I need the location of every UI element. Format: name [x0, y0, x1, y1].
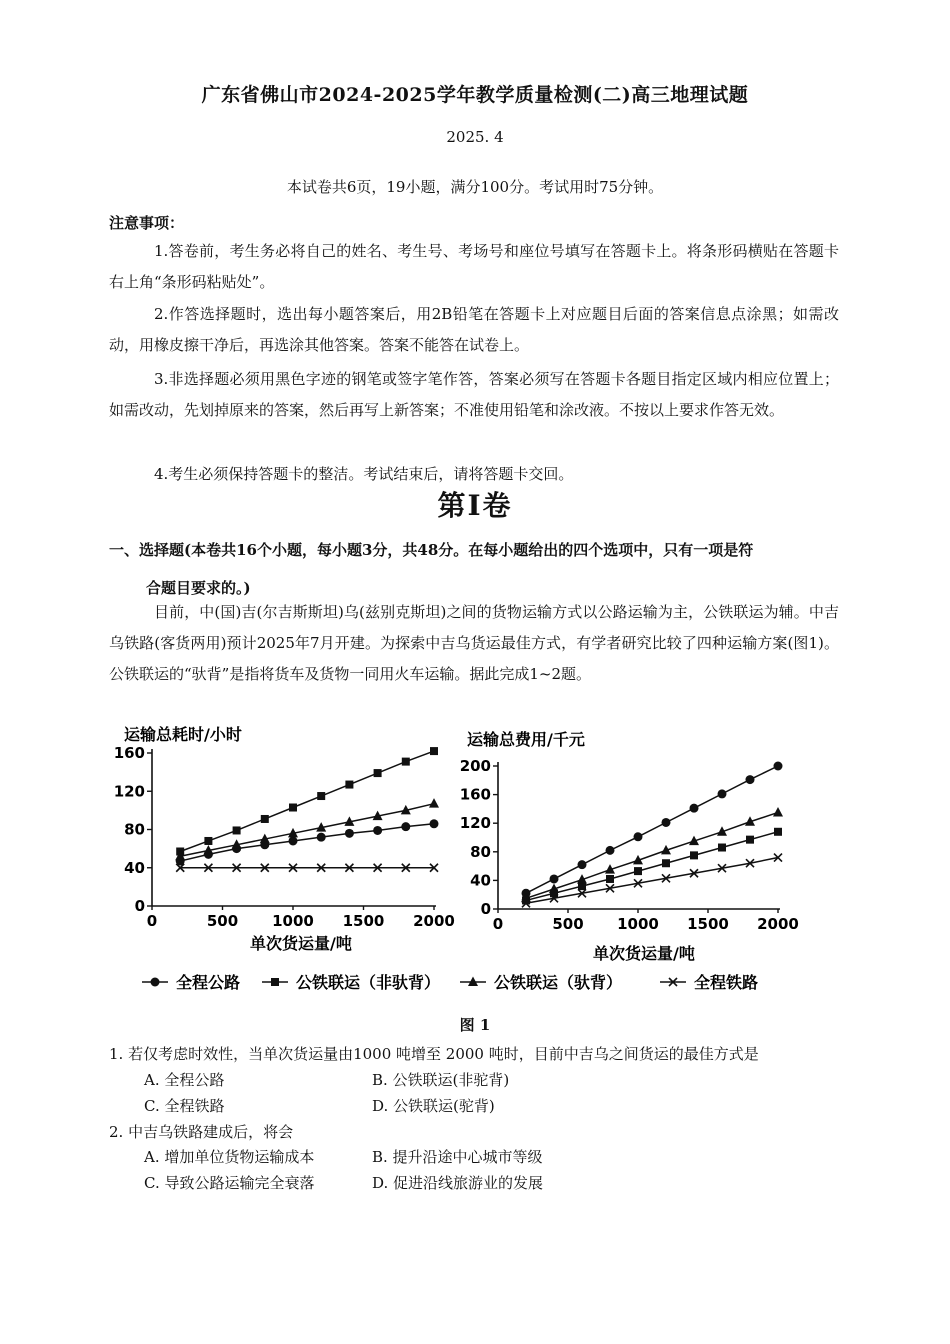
legend-label-piggyback: 公铁联运（驮背）: [494, 973, 623, 992]
figure-1-charts: [110, 720, 810, 1010]
notice-item-2: 2.作答选择题时，选出每小题答案后，用2B铅笔在答题卡上对应题目后面的答案信息点涂黑；如需改动，用橡皮擦干净后，再选涂其他答案。答案不能答在试卷上。: [109, 305, 839, 354]
chart-cost-xlabel: 单次货运量/吨: [593, 944, 695, 963]
chart-cost-series-non-piggyback-point: [606, 875, 614, 883]
chart-cost-x-tick-label: 500: [552, 915, 584, 933]
chart-cost-x-tick-label: 0: [492, 915, 504, 933]
chart-time-x-tick-label: 500: [206, 912, 239, 930]
legend-label-road: 全程公路: [176, 973, 241, 992]
chart-time-x-tick-label: 2000: [413, 912, 455, 930]
chart-cost-y-tick-label: 0: [480, 900, 491, 918]
chart-time-series-non-piggyback-point: [374, 769, 382, 777]
chart-cost-title: 运输总费用/千元: [467, 730, 585, 749]
legend-marker-non-piggyback: [271, 978, 279, 986]
legend-label-rail: 全程铁路: [694, 973, 759, 992]
chart-time-series-non-piggyback-point: [430, 747, 438, 755]
chart-time-series-non-piggyback-point: [261, 815, 269, 823]
chart-cost-series-non-piggyback-point: [662, 859, 670, 867]
section-heading-line1: 一、选择题(本卷共16个小题，每小题3分，共48分。在每小题给出的四个选项中，只有一项是符: [109, 541, 754, 559]
chart-cost-series-piggyback-line: [526, 812, 778, 898]
chart-cost-series-road-point: [606, 846, 615, 855]
passage-text: 目前，中(国)吉(尔吉斯斯坦)乌(兹别克斯坦)之间的货物运输方式以公路运输为主，公铁联运为辅。中吉乌铁路(客货两用)预计2025年7月开建。为探索中吉乌货运最佳方式，有学者研究比较了四种运输方案(图1)。公铁联运的“驮背”是指将货车及货物一同用火车运输。据此完成1~2题。: [109, 603, 839, 683]
chart-cost-series-road-point: [634, 832, 643, 841]
chart-cost-y-tick-label: 80: [470, 842, 491, 861]
chart-cost-series-road-point: [774, 762, 783, 771]
chart-time-y-tick-label: 0: [134, 897, 145, 915]
section-heading: [109, 531, 844, 607]
chart-cost-x-tick-label: 1500: [687, 915, 729, 933]
chart-time-y-tick-label: 120: [113, 782, 145, 801]
notice-item-1: 1.答卷前，考生务必将自己的姓名、考生号、考场号和座位号填写在答题卡上。将条形码横贴在答题卡右上角“条形码粘贴处”。: [109, 242, 839, 291]
chart-cost-series-non-piggyback-point: [690, 851, 698, 859]
notice-item-3: 3.非选择题必须用黑色字迹的钢笔或签字笔作答，答案必须写在答题卡各题目指定区域内相应位置上；如需改动，先划掉原来的答案，然后再写上新答案；不准使用铅笔和涂改液。不按以上要求作答无效。: [109, 370, 839, 419]
chart-time-y-tick-label: 160: [113, 744, 145, 762]
chart-time-series-non-piggyback-point: [204, 837, 212, 845]
chart-cost-series-road-point: [578, 860, 587, 869]
chart-time-series-non-piggyback-point: [345, 781, 353, 789]
chart-cost-series-non-piggyback-point: [634, 867, 642, 875]
exam-date: 2025. 4: [446, 128, 504, 146]
chart-time-series-road-point: [345, 829, 354, 838]
chart-cost-series-road-point: [662, 818, 671, 827]
chart-cost-y-tick-label: 40: [470, 871, 491, 890]
question-2-option-d[interactable]: D. 促进沿线旅游业的发展: [372, 1174, 544, 1192]
chart-time-series-non-piggyback-point: [233, 826, 241, 834]
chart-cost-y-tick-label: 160: [459, 785, 491, 804]
question-1-option-b[interactable]: B. 公铁联运(非驼背): [372, 1071, 510, 1089]
section-heading-line2: 合题目要求的。): [146, 579, 251, 597]
question-2-option-b[interactable]: B. 提升沿途中心城市等级: [372, 1148, 543, 1166]
chart-time-series-piggyback-point: [429, 798, 439, 808]
chart-time-series-road-point: [430, 819, 439, 828]
notice-heading: 注意事项：: [109, 214, 185, 232]
question-1-stem: 1. 若仅考虑时效性，当单次货运量由1000 吨增至 2000 吨时，目前中吉乌之间货运的最佳方式是: [109, 1045, 759, 1063]
chart-time-series-road-point: [289, 836, 298, 845]
chart-time-y-tick-label: 40: [124, 858, 145, 877]
chart-cost-x-tick-label: 2000: [757, 915, 799, 933]
volume-heading: 第Ⅰ卷: [437, 489, 513, 522]
notice-item-4: 4.考生必须保持答题卡的整洁。考试结束后，请将答题卡交回。: [154, 465, 574, 483]
chart-time-xlabel: 单次货运量/吨: [250, 934, 352, 953]
chart-time-series-non-piggyback-point: [402, 758, 410, 766]
question-2-option-c[interactable]: C. 导致公路运输完全衰落: [144, 1174, 315, 1192]
legend-label-non-piggyback: 公铁联运（非驮背）: [296, 973, 441, 992]
legend-marker-road: [151, 978, 160, 987]
chart-cost-series-road-point: [718, 789, 727, 798]
question-1-option-d[interactable]: D. 公铁联运(驼背): [372, 1097, 495, 1115]
chart-time: [114, 725, 455, 953]
chart-cost-series-non-piggyback-line: [526, 832, 778, 901]
chart-time-x-tick-label: 1500: [342, 912, 385, 930]
chart-time-series-non-piggyback-point: [289, 804, 297, 812]
chart-time-series-non-piggyback-point: [317, 792, 325, 800]
chart-cost-series-non-piggyback-point: [718, 844, 726, 852]
chart-cost-series-road-line: [526, 766, 778, 893]
chart-time-series-road-point: [401, 822, 410, 831]
question-2-stem: 2. 中吉乌铁路建成后，将会: [109, 1123, 294, 1141]
question-2-option-a[interactable]: A. 增加单位货物运输成本: [144, 1148, 315, 1166]
chart-time-series-road-line: [180, 824, 434, 861]
figure-caption: 图 1: [459, 1016, 491, 1034]
question-1-option-a[interactable]: A. 全程公路: [144, 1071, 225, 1089]
exam-title: 广东省佛山市2024-2025学年教学质量检测(二)高三地理试题: [201, 84, 749, 106]
chart-cost-y-tick-label: 120: [459, 814, 491, 833]
chart-cost-series-road-point: [690, 804, 699, 813]
chart-time-x-tick-label: 0: [146, 912, 158, 930]
chart-time-series-road-point: [317, 833, 326, 842]
chart-cost-series-non-piggyback-point: [774, 828, 782, 836]
chart-time-y-tick-label: 80: [124, 820, 145, 839]
chart-cost-series-non-piggyback-point: [746, 836, 754, 844]
question-1-option-c[interactable]: C. 全程铁路: [144, 1097, 225, 1115]
chart-cost-series-rail-line: [526, 858, 778, 904]
chart-cost-series-road-point: [746, 775, 755, 784]
chart-time-series-piggyback-line: [180, 804, 434, 857]
chart-legend: [142, 973, 758, 992]
chart-time-series-road-point: [373, 826, 382, 835]
chart-time-x-tick-label: 1000: [272, 912, 314, 930]
chart-cost-series-piggyback-point: [773, 807, 783, 817]
chart-cost-series-road-point: [550, 874, 559, 883]
chart-cost-y-tick-label: 200: [459, 757, 491, 775]
chart-cost: [460, 730, 799, 963]
chart-cost-x-tick-label: 1000: [617, 915, 659, 933]
chart-time-series-non-piggyback-line: [180, 751, 434, 851]
exam-intro: 本试卷共6页，19小题，满分100分。考试用时75分钟。: [286, 178, 664, 196]
chart-time-title: 运输总耗时/小时: [124, 725, 242, 744]
